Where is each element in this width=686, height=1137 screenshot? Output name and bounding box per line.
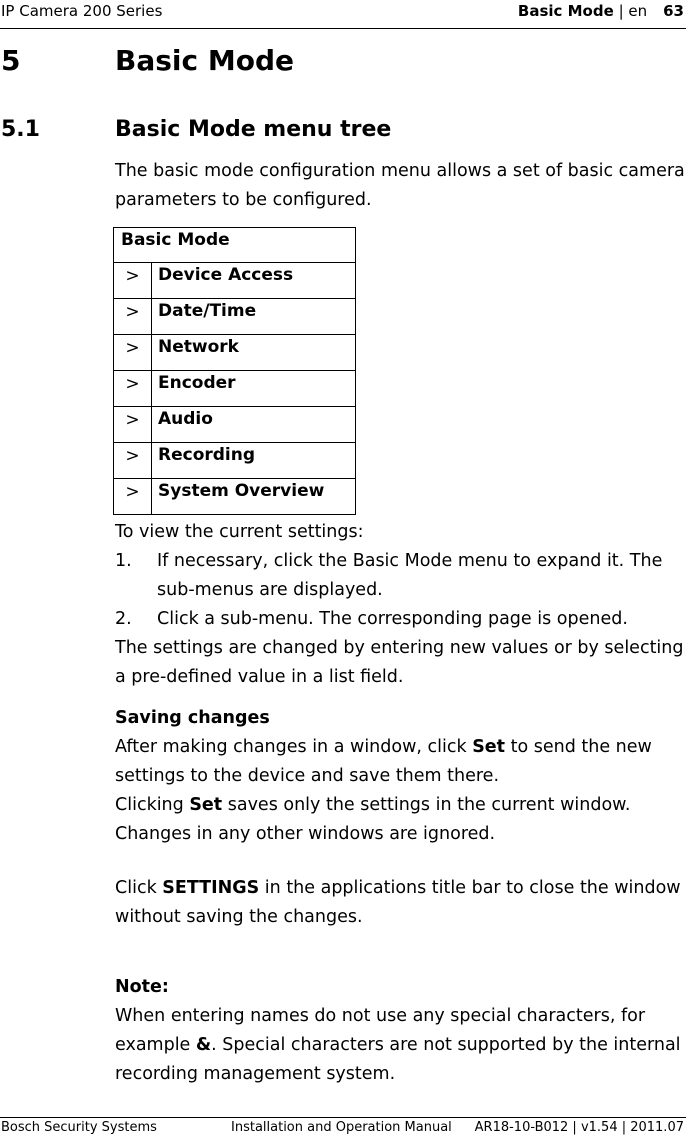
menu-item-network: Network xyxy=(152,335,356,371)
step-number: 1. xyxy=(115,551,132,571)
page-header xyxy=(0,0,686,29)
set-keyword: Set xyxy=(189,795,223,815)
ampersand-keyword: & xyxy=(195,1035,212,1055)
note-paragraph xyxy=(115,1002,685,1089)
section-title: Basic Mode menu tree xyxy=(115,117,392,142)
header-right xyxy=(518,2,684,20)
page-footer xyxy=(0,1117,686,1137)
menu-item-device-access: Device Access xyxy=(152,263,356,299)
list-item xyxy=(115,605,685,634)
saving-paragraph-1 xyxy=(115,733,685,791)
menu-tree-header: Basic Mode xyxy=(114,228,356,263)
saving-p1-text: After making changes in a window, click xyxy=(115,737,473,757)
footer-docref: AR18-10-B012 | v1.54 | 2011.07 xyxy=(474,1120,684,1135)
intro-paragraph: The basic mode configuration menu allows a set of basic camera parameters to be configured. xyxy=(115,161,685,210)
step-text: If necessary, click the Basic Mode menu to expand it. The sub-menus are displayed. xyxy=(157,551,663,600)
saving-p3-text: Click xyxy=(115,878,163,898)
saving-heading xyxy=(115,704,685,733)
saving-p3-text-end: in the applications title bar to close the window without saving the changes. xyxy=(115,878,681,927)
saving-p2-text-end: saves only the settings in the current window. Changes in any other windows are ignored. xyxy=(115,795,631,844)
menu-arrow: > xyxy=(114,371,152,407)
footer-company: Bosch Security Systems xyxy=(1,1120,157,1135)
menu-item-audio: Audio xyxy=(152,407,356,443)
saving-paragraph-3 xyxy=(115,874,685,932)
menu-item-recording: Recording xyxy=(152,443,356,479)
menu-item-encoder: Encoder xyxy=(152,371,356,407)
note-heading xyxy=(115,973,685,1002)
saving-p2-text: Clicking xyxy=(115,795,190,815)
note-text: When entering names do not use any special characters, for example xyxy=(115,1006,646,1055)
header-lang: | en xyxy=(618,2,648,20)
menu-arrow: > xyxy=(114,479,152,515)
steps-list xyxy=(115,547,685,634)
page-number: 63 xyxy=(663,2,684,20)
header-product: IP Camera 200 Series xyxy=(1,2,163,20)
menu-tree-table xyxy=(113,227,356,515)
section-number: 5.1 xyxy=(1,117,40,142)
list-item xyxy=(115,547,685,605)
chapter-title: Basic Mode xyxy=(115,44,294,77)
menu-item-system-overview: System Overview xyxy=(152,479,356,515)
menu-arrow: > xyxy=(114,443,152,479)
saving-p1-text-end: to send the new settings to the device and save them there. xyxy=(115,737,652,786)
view-after: The settings are changed by entering new values or by selecting a pre-defined value in a list field. xyxy=(115,638,684,687)
view-intro: To view the current settings: xyxy=(115,522,364,542)
saving-paragraph-2 xyxy=(115,791,685,849)
note-text-end: . Special characters are not supported by the internal recording management system. xyxy=(115,1035,681,1084)
header-section: Basic Mode xyxy=(517,2,614,20)
footer-manual: Installation and Operation Manual xyxy=(231,1120,452,1135)
set-keyword: Set xyxy=(472,737,506,757)
note-heading-text: Note: xyxy=(115,977,169,997)
settings-keyword: SETTINGS xyxy=(162,878,260,898)
step-number: 2. xyxy=(115,609,132,629)
menu-arrow: > xyxy=(114,299,152,335)
menu-arrow: > xyxy=(114,335,152,371)
chapter-number: 5 xyxy=(1,44,21,77)
menu-item-date-time: Date/Time xyxy=(152,299,356,335)
menu-arrow: > xyxy=(114,407,152,443)
saving-heading-text: Saving changes xyxy=(115,708,270,728)
menu-arrow: > xyxy=(114,263,152,299)
step-text: Click a sub-menu. The corresponding page is opened. xyxy=(157,609,628,629)
